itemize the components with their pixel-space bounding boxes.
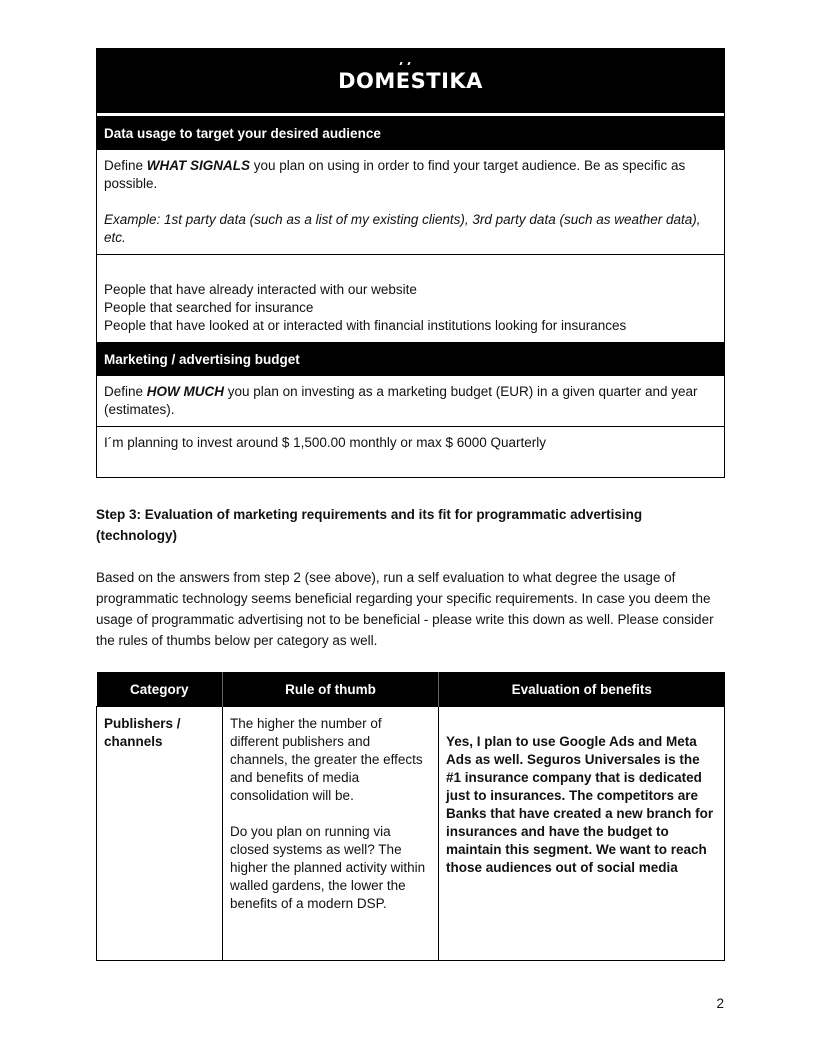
audience-answer-1: People that have already interacted with our website [104,282,417,297]
audience-prompt: Define WHAT SIGNALS you plan on using in order to find your target audience. Be as specific as possible. [104,158,686,191]
table-row [97,707,725,961]
audience-prompt-cell [97,150,724,254]
col-header-category: Category [97,672,223,707]
section-header-budget: Marketing / advertising budget [97,342,724,376]
step3-title: Step 3: Evaluation of marketing requirements and its fit for programmatic advertising (technology) [96,507,643,543]
budget-prompt: Define HOW MUCH you plan on investing as a marketing budget (EUR) in a given quarter and year (estimates). [104,384,698,417]
page-number: 2 [716,996,724,1011]
audience-answer-cell [97,254,724,342]
evaluation-text: Yes, I plan to use Google Ads and Meta Ads as well. Seguros Universales is the #1 insurance company that is dedicated just to insurances. The competitors are Banks that have created a new branch for insurances and have the budget to maintain this segment. We want to reach those audiences out of social media [446,734,714,875]
planning-sheet [96,48,725,478]
form-box [96,48,725,478]
col-header-rule: Rule of thumb [223,672,439,707]
audience-example: Example: 1st party data (such as a list of my existing clients), 3rd party data (such as weather data), etc. [104,212,701,245]
audience-answer-2: People that searched for insurance [104,300,314,315]
evaluation-cell [439,707,725,961]
budget-prompt-cell [97,376,724,426]
logo-bar [97,49,724,113]
rule-paragraph-2: Do you plan on running via closed systems as well? The higher the planned activity within walled gardens, the lower the benefits of a modern DSP. [230,824,426,911]
audience-answer-3: People that have looked at or interacted with financial institutions looking for insurances [104,318,627,333]
budget-answer: I´m planning to invest around $ 1,500.00 monthly or max $ 6000 Quarterly [104,435,546,450]
step3-body: Based on the answers from step 2 (see above), run a self evaluation to what degree the usage of programmatic technology seems beneficial regarding your specific requirements. In case you deem the usage of programmatic advertising not to be beneficial - please write this down as well. Please consider the rules of thumbs below per category as well. [96,570,714,648]
category-cell: Publishers / channels [97,707,223,961]
rule-cell [223,707,439,961]
domestika-logo: DOMESTIKA [338,69,483,93]
col-header-evaluation: Evaluation of benefits [439,672,725,707]
table-header-row [97,672,725,707]
evaluation-table [96,672,725,961]
rule-paragraph-1: The higher the number of different publishers and channels, the greater the effects and benefits of media consolidation will be. [230,716,423,803]
section-header-audience: Data usage to target your desired audience [97,113,724,150]
budget-answer-cell [97,426,724,477]
